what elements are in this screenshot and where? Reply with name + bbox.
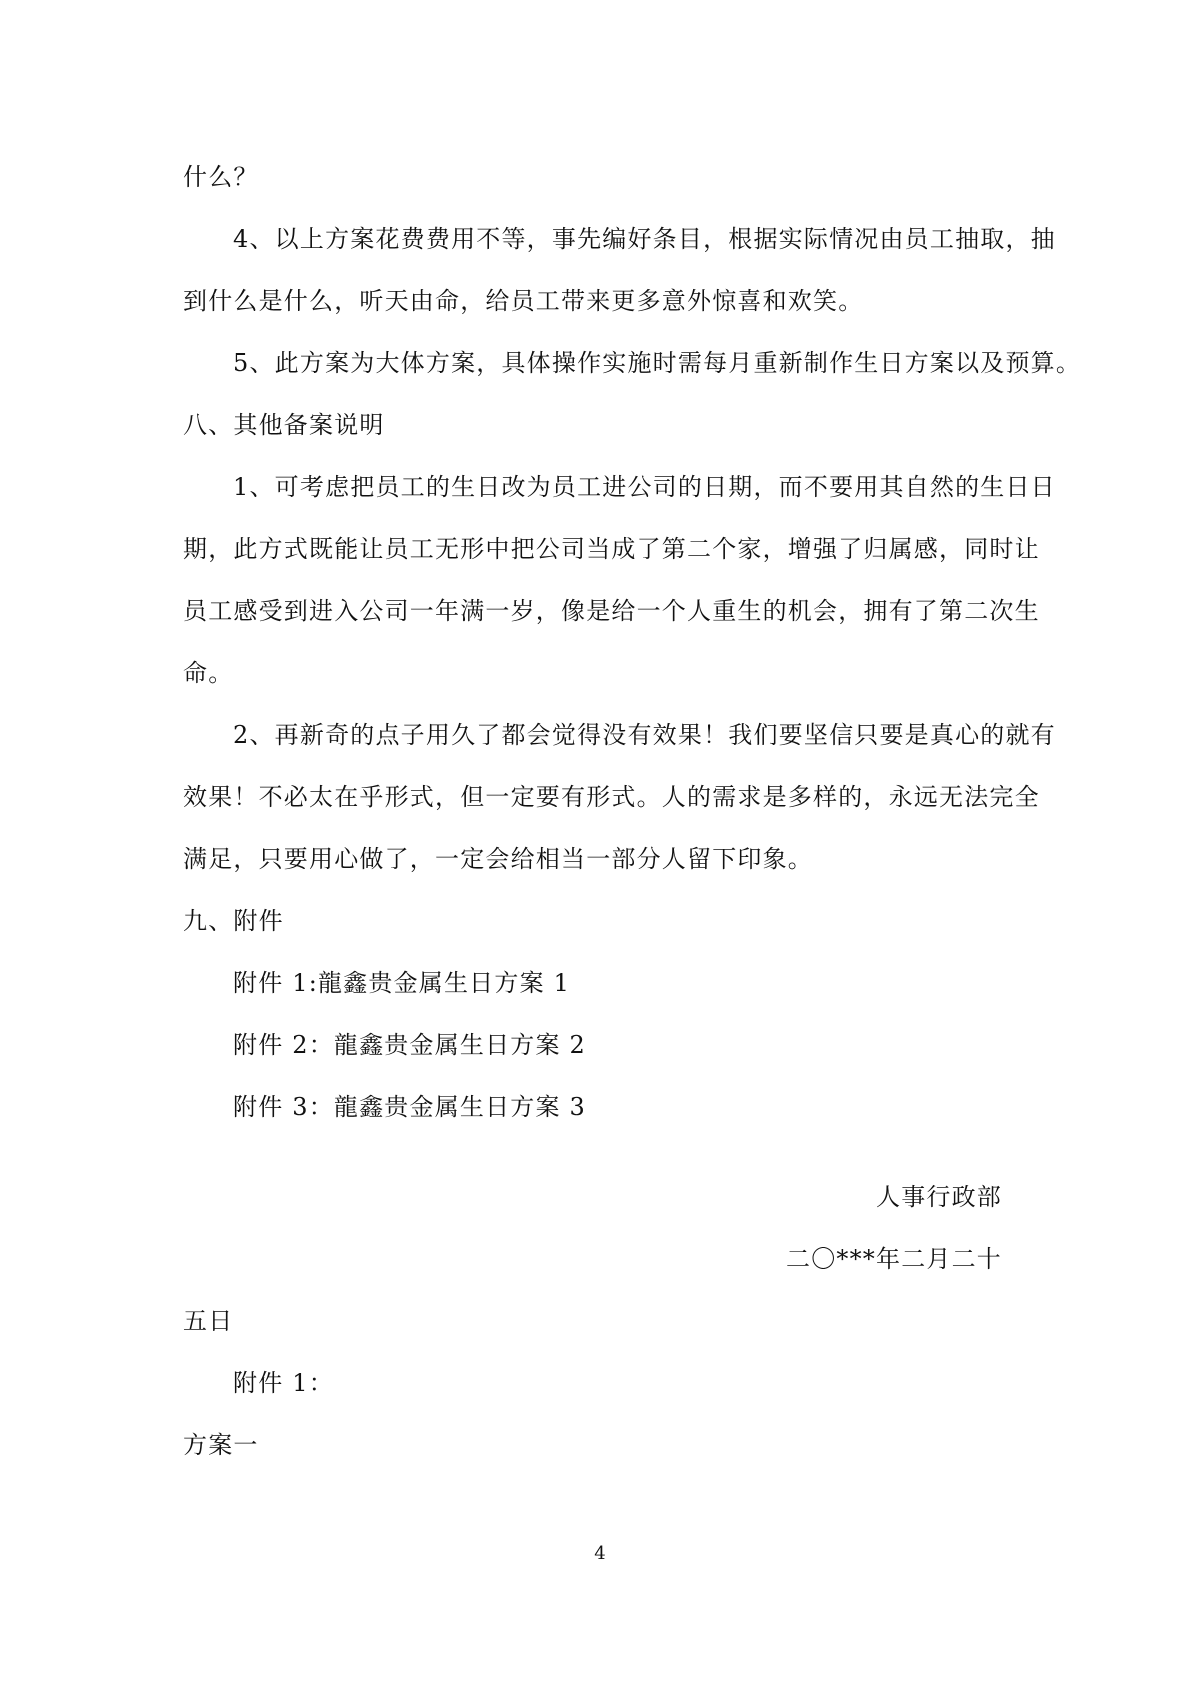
paragraph-line: 到什么是什么，听天由命，给员工带来更多意外惊喜和欢笑。 xyxy=(183,287,864,315)
signature-department: 人事行政部 xyxy=(876,1183,1002,1211)
plan-heading: 方案一 xyxy=(183,1431,259,1459)
paragraph-line: 5、此方案为大体方案，具体操作实施时需每月重新制作生日方案以及预算。 xyxy=(233,349,1082,377)
paragraph-line: 命。 xyxy=(183,659,234,687)
section-heading: 九、附件 xyxy=(183,907,284,935)
section-heading: 八、其他备案说明 xyxy=(183,411,385,439)
paragraph-line: 期，此方式既能让员工无形中把公司当成了第二个家，增强了归属感，同时让 xyxy=(183,535,1040,563)
paragraph-line: 满足，只要用心做了，一定会给相当一部分人留下印象。 xyxy=(183,845,813,873)
attachment-item: 附件 1:龍鑫贵金属生日方案 1 xyxy=(233,969,571,997)
paragraph-line: 2、再新奇的点子用久了都会觉得没有效果！我们要坚信只要是真心的就有 xyxy=(233,721,1056,749)
attachment-item: 附件 2：龍鑫贵金属生日方案 2 xyxy=(233,1031,586,1059)
signature-date-continued: 五日 xyxy=(183,1307,234,1335)
paragraph-line: 效果！不必太在乎形式，但一定要有形式。人的需求是多样的，永远无法完全 xyxy=(183,783,1040,811)
signature-date: 二〇***年二月二十 xyxy=(786,1245,1002,1273)
paragraph-line: 1、可考虑把员工的生日改为员工进公司的日期，而不要用其自然的生日日 xyxy=(233,473,1056,501)
paragraph-line: 员工感受到进入公司一年满一岁，像是给一个人重生的机会，拥有了第二次生 xyxy=(183,597,1040,625)
page-number: 4 xyxy=(594,1543,606,1564)
attachment-label: 附件 1： xyxy=(233,1369,334,1397)
paragraph-line: 4、以上方案花费费用不等，事先编好条目，根据实际情况由员工抽取，抽 xyxy=(233,225,1056,253)
attachment-item: 附件 3：龍鑫贵金属生日方案 3 xyxy=(233,1093,586,1121)
paragraph-line: 什么？ xyxy=(183,163,259,191)
